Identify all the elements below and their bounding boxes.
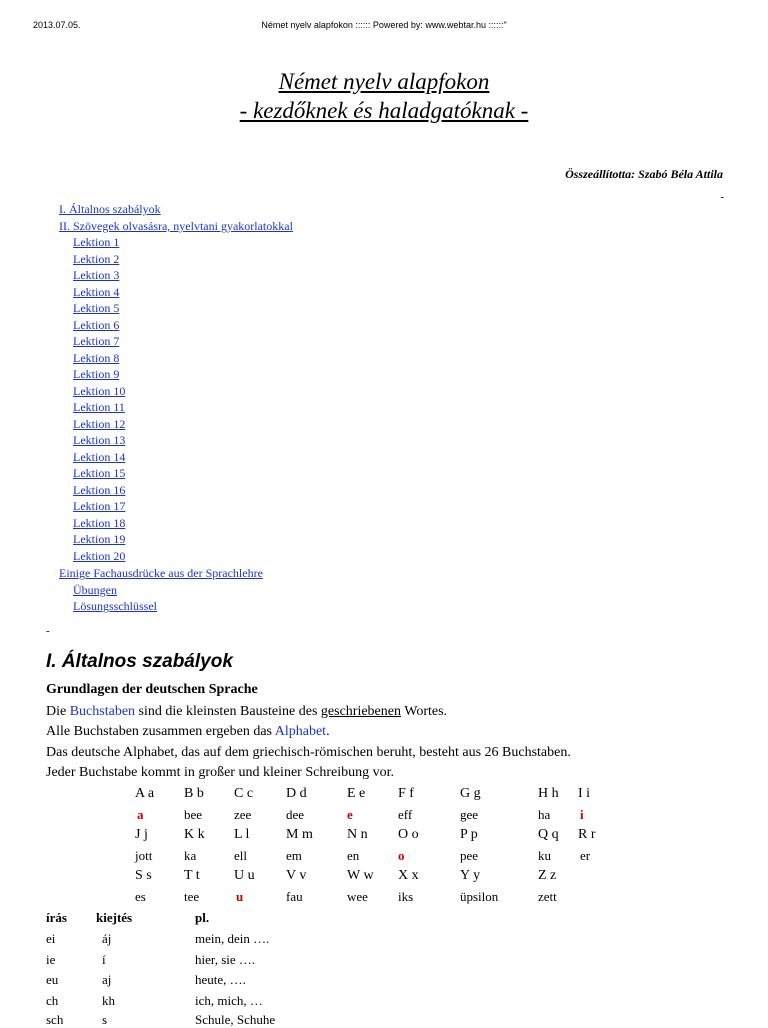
- table-cell: mein, dein ….: [195, 931, 270, 946]
- toc-link-lektion-8[interactable]: Lektion 8: [73, 351, 120, 365]
- letter-cell: J j: [135, 827, 148, 842]
- pronunciation-cell: en: [347, 848, 360, 863]
- letter-cell: E e: [347, 786, 366, 801]
- table-cell: Schule, Schuhe: [195, 1012, 276, 1027]
- pronunciation-cell: iks: [398, 889, 414, 904]
- print-date: 2013.07.05.: [33, 20, 81, 30]
- letter-cell: A a: [135, 786, 155, 801]
- table-cell: ei: [46, 931, 56, 946]
- letter-cell: P p: [460, 827, 478, 842]
- pronunciation-cell: pee: [460, 848, 479, 863]
- pronunciation-cell: ka: [184, 848, 197, 863]
- toc-link-answer-key[interactable]: Lösungsschlüssel: [73, 599, 157, 613]
- toc-link-lektion-12[interactable]: Lektion 12: [73, 417, 126, 431]
- toc-link-lektion-1[interactable]: Lektion 1: [73, 235, 120, 249]
- pronunciation-cell: o: [398, 848, 405, 863]
- toc-link-lektion-19[interactable]: Lektion 19: [73, 532, 126, 546]
- separator-dash-2: -: [46, 625, 50, 637]
- table-cell: áj: [102, 931, 112, 946]
- pronunciation-cell: i: [580, 807, 584, 822]
- pronunciation-cell: zee: [234, 807, 252, 822]
- pronunciation-cell: dee: [286, 807, 305, 822]
- toc-link-lektion-10[interactable]: Lektion 10: [73, 384, 126, 398]
- pronunciation-cell: zett: [538, 889, 557, 904]
- paragraph-2: Alle Buchstaben zusammen ergeben das Alphabet.: [46, 724, 330, 739]
- letter-cell: T t: [184, 868, 200, 883]
- letter-cell: R r: [578, 827, 596, 842]
- letter-cell: D d: [286, 786, 307, 801]
- toc-link-lektion-11[interactable]: Lektion 11: [73, 400, 125, 414]
- letter-cell: C c: [234, 786, 254, 801]
- table-cell: aj: [102, 972, 112, 987]
- letter-cell: V v: [286, 868, 307, 883]
- table-cell: ie: [46, 952, 56, 967]
- pronunciation-cell: em: [286, 848, 302, 863]
- letter-cell: B b: [184, 786, 204, 801]
- toc-link-lektion-5[interactable]: Lektion 5: [73, 301, 120, 315]
- author-credit: Összeállította: Szabó Béla Attila: [565, 167, 723, 181]
- column-header: írás: [46, 910, 67, 925]
- pronunciation-cell: gee: [460, 807, 479, 822]
- toc-link-exercises[interactable]: Übungen: [73, 583, 117, 597]
- pronunciation-cell: jott: [135, 848, 153, 863]
- table-cell: í: [102, 952, 106, 967]
- pronunciation-cell: a: [137, 807, 144, 822]
- pronunciation-cell: fau: [286, 889, 303, 904]
- table-cell: ich, mich, …: [195, 993, 263, 1008]
- table-cell: ch: [46, 993, 59, 1008]
- pronunciation-cell: er: [580, 848, 591, 863]
- letter-cell: X x: [398, 868, 419, 883]
- column-header: pl.: [195, 910, 210, 925]
- table-cell: sch: [46, 1012, 64, 1027]
- toc-link-lektion-20[interactable]: Lektion 20: [73, 549, 126, 563]
- pronunciation-cell: ha: [538, 807, 551, 822]
- toc-link-lektion-15[interactable]: Lektion 15: [73, 466, 126, 480]
- toc-link-general-rules[interactable]: I. Általnos szabályok: [59, 202, 161, 216]
- paragraph-3: Das deutsche Alphabet, das auf dem griechisch-römischen beruht, besteht aus 26 Buchstaben.: [46, 745, 571, 760]
- letter-cell: G g: [460, 786, 481, 801]
- separator-dash: -: [720, 191, 724, 203]
- toc-link-lektion-16[interactable]: Lektion 16: [73, 483, 126, 497]
- table-cell: eu: [46, 972, 59, 987]
- table-cell: s: [102, 1012, 108, 1027]
- section-heading: I. Általnos szabályok: [46, 651, 233, 672]
- letter-cell: S s: [135, 868, 152, 883]
- letter-cell: K k: [184, 827, 205, 842]
- letter-cell: Y y: [460, 868, 481, 883]
- toc-link-lektion-4[interactable]: Lektion 4: [73, 285, 120, 299]
- toc-link-lektion-13[interactable]: Lektion 13: [73, 433, 126, 447]
- pronunciation-cell: tee: [184, 889, 200, 904]
- letter-cell: I i: [578, 786, 591, 801]
- letter-cell: Z z: [538, 868, 557, 883]
- letter-cell: U u: [234, 868, 255, 883]
- pronunciation-cell: wee: [347, 889, 368, 904]
- toc-link-lektion-18[interactable]: Lektion 18: [73, 516, 126, 530]
- toc-link-lektion-2[interactable]: Lektion 2: [73, 252, 120, 266]
- pronunciation-cell: üpsilon: [460, 889, 499, 904]
- letter-cell: H h: [538, 786, 559, 801]
- toc-link-lektion-9[interactable]: Lektion 9: [73, 367, 120, 381]
- print-header-title: Német nyelv alapfokon :::::: Powered by: www.webtar.hu ::::::": [261, 20, 507, 30]
- column-header: kiejtés: [96, 910, 133, 925]
- pronunciation-cell: u: [236, 889, 244, 904]
- pronunciation-cell: e: [347, 807, 353, 822]
- letter-cell: Q q: [538, 827, 559, 842]
- table-cell: hier, sie ….: [195, 952, 256, 967]
- pronunciation-cell: ell: [234, 848, 247, 863]
- table-cell: kh: [102, 993, 115, 1008]
- pronunciation-cell: eff: [398, 807, 413, 822]
- toc-link-lektion-17[interactable]: Lektion 17: [73, 499, 126, 513]
- page-title: Német nyelv alapfokon: [278, 69, 490, 94]
- page-subtitle: - kezdőknek és haladgatóknak -: [239, 98, 529, 123]
- letter-cell: O o: [398, 827, 419, 842]
- toc-link-lektion-3[interactable]: Lektion 3: [73, 268, 120, 282]
- letter-cell: L l: [234, 827, 250, 842]
- toc-link-glossary[interactable]: Einige Fachausdrücke aus der Sprachlehre: [59, 566, 263, 580]
- letter-cell: M m: [286, 827, 313, 842]
- section-subheading: Grundlagen der deutschen Sprache: [46, 682, 258, 697]
- toc-link-lektion-7[interactable]: Lektion 7: [73, 334, 120, 348]
- paragraph-4: Jeder Buchstabe kommt in großer und kleiner Schreibung vor.: [46, 765, 394, 780]
- letter-cell: N n: [347, 827, 368, 842]
- pronunciation-cell: ku: [538, 848, 551, 863]
- toc-link-lektion-14[interactable]: Lektion 14: [73, 450, 126, 464]
- toc-link-lektion-6[interactable]: Lektion 6: [73, 318, 120, 332]
- pronunciation-cell: es: [135, 889, 146, 904]
- table-cell: heute, ….: [195, 972, 246, 987]
- pronunciation-cell: bee: [184, 807, 203, 822]
- toc-link-texts[interactable]: II. Szövegek olvasásra, nyelvtani gyakorlatokkal: [59, 219, 293, 233]
- paragraph-1: Die Buchstaben sind die kleinsten Bausteine des geschriebenen Wortes.: [46, 704, 448, 719]
- letter-cell: F f: [398, 786, 414, 801]
- letter-cell: W w: [347, 868, 374, 883]
